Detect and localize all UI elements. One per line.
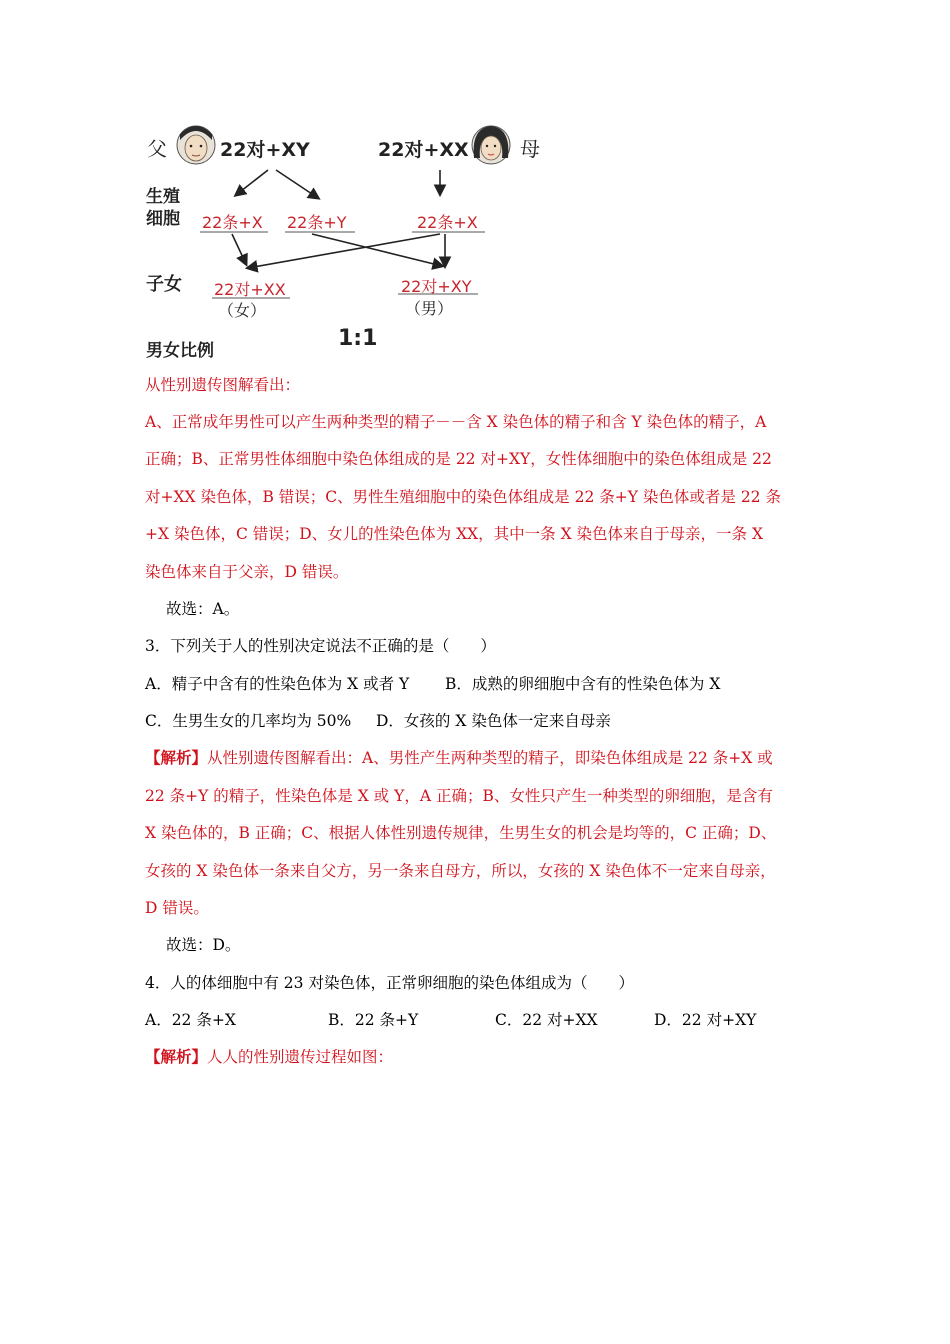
gamete-father-x: 22条+X xyxy=(202,213,263,232)
q3-stem: 3．下列关于人的性别决定说法不正确的是（ ） xyxy=(145,637,496,655)
q2-analysis-intro: 从性别遗传图解看出： xyxy=(145,376,301,394)
mother-genotype: 22对+XX xyxy=(378,139,469,161)
q3-analysis-line: 22 条+Y 的精子，性染色体是 X 或 Y，A 正确；B、女性只产生一种类型的卵细胞，是含有 xyxy=(145,787,773,805)
germ-cell-label-2: 细胞 xyxy=(146,209,180,229)
q4-option-c: C．22 对+XX xyxy=(495,1011,598,1029)
q3-option-b: B．成熟的卵细胞中含有的性染色体为 X xyxy=(445,675,721,693)
q2-analysis-line: A、正常成年男性可以产生两种类型的精子－－含 X 染色体的精子和含 Y 染色体的精子，A xyxy=(145,413,767,431)
gamete-mother-x: 22条+X xyxy=(417,213,478,232)
q3-option-d: D．女孩的 X 染色体一定来自母亲 xyxy=(376,712,611,730)
q4-stem: 4．人的体细胞中有 23 对染色体，正常卵细胞的染色体组成为（ ） xyxy=(145,974,634,992)
ratio-value: 1:1 xyxy=(338,326,378,351)
father-avatar-icon xyxy=(177,126,215,164)
child-male-sex: （男） xyxy=(405,299,454,318)
children-label: 子女 xyxy=(146,274,182,295)
q2-analysis-line: 正确；B、正常男性体细胞中染色体组成的是 22 对+XY，女性体细胞中的染色体组成是 22 xyxy=(145,450,772,468)
q4-analysis-tag: 【解析】 xyxy=(145,1047,208,1066)
q3-analysis-text: 从性别遗传图解看出：A、男性产生两种类型的精子，即染色体组成是 22 条+X 或 xyxy=(207,749,773,767)
q3-analysis-line: X 染色体的，B 正确；C、根据人体性别遗传规律，生男生女的机会是均等的，C 正确；D、 xyxy=(145,824,777,842)
q2-analysis-line: 染色体来自于父亲，D 错误。 xyxy=(145,563,349,581)
q2-analysis-line: +X 染色体，C 错误；D、女儿的性染色体为 XX，其中一条 X 染色体来自于母亲，一条 X xyxy=(145,525,764,543)
q4-analysis-text: 人人的性别遗传过程如图： xyxy=(207,1048,394,1066)
q3-analysis-line: 女孩的 X 染色体一条来自父方，另一条来自母方，所以，女孩的 X 染色体不一定来自母亲， xyxy=(145,862,776,880)
q4-option-a: A．22 条+X xyxy=(145,1011,236,1029)
mother-label: 母 xyxy=(520,137,540,161)
q3-analysis-tag: 【解析】 xyxy=(145,748,208,767)
q3-analysis-line-1 xyxy=(145,746,815,768)
q4-option-d: D．22 对+XY xyxy=(654,1011,757,1029)
q2-analysis-line: 对+XX 染色体，B 错误；C、男性生殖细胞中的染色体组成是 22 条+Y 染色体或者是 22 条 xyxy=(145,488,781,506)
q3-option-c: C．生男生女的几率均为 50% xyxy=(145,712,352,730)
sex-inheritance-diagram xyxy=(140,118,560,363)
q3-analysis-line: D 错误。 xyxy=(145,899,209,917)
germ-cell-label-1: 生殖 xyxy=(146,187,180,207)
q4-option-b: B．22 条+Y xyxy=(328,1011,419,1029)
q3-option-a: A．精子中含有的性染色体为 X 或者 Y xyxy=(145,675,410,693)
q2-answer: 故选：A。 xyxy=(166,600,240,618)
father-label: 父 xyxy=(147,137,167,161)
child-male-genotype: 22对+XY xyxy=(401,277,472,296)
q4-analysis-line-1 xyxy=(145,1045,815,1067)
ratio-label: 男女比例 xyxy=(146,341,214,361)
father-genotype: 22对+XY xyxy=(220,139,310,161)
child-female-sex: （女） xyxy=(218,301,267,320)
child-female-genotype: 22对+XX xyxy=(214,280,286,299)
mother-avatar-icon xyxy=(472,126,510,164)
q3-answer: 故选：D。 xyxy=(166,936,241,954)
gamete-father-y: 22条+Y xyxy=(287,213,347,232)
